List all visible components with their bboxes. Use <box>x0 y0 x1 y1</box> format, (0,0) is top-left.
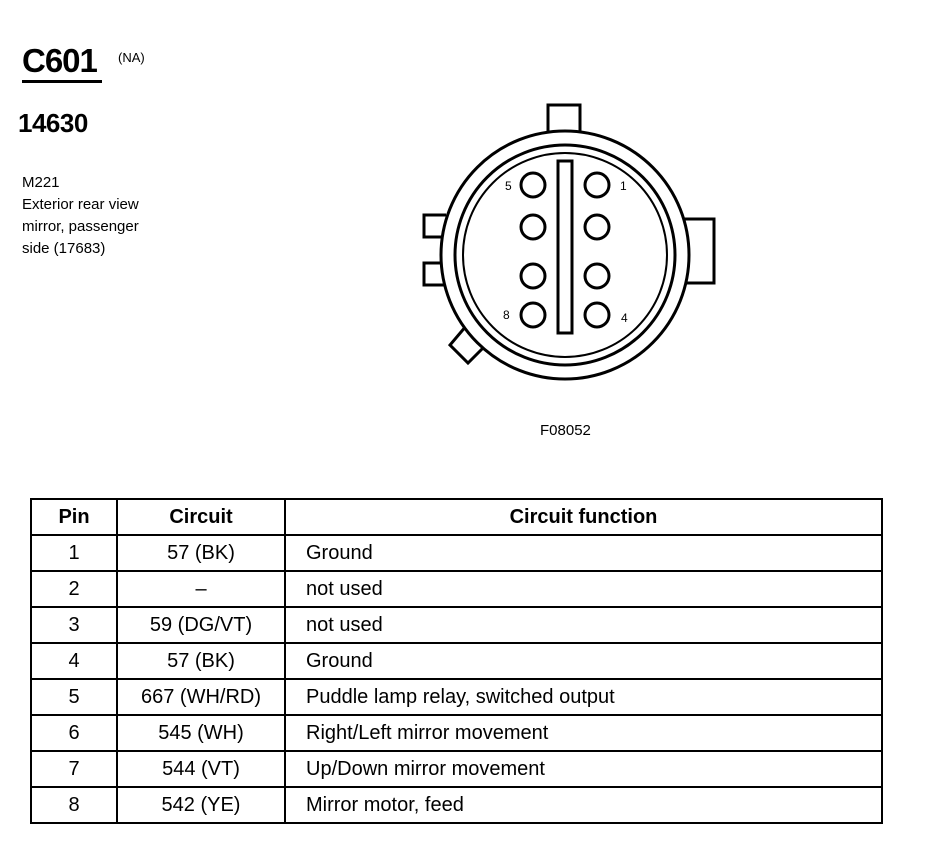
cell-circuit: 545 (WH) <box>117 715 285 751</box>
cell-function: Puddle lamp relay, switched output <box>285 679 882 715</box>
description-line: mirror, passenger <box>22 218 139 235</box>
table-row <box>31 787 882 823</box>
pin-label: 1 <box>620 179 627 193</box>
table-row <box>31 679 882 715</box>
cell-pin: 2 <box>31 571 117 607</box>
table-row <box>31 571 882 607</box>
description-line: M221 <box>22 174 60 191</box>
cell-function: Mirror motor, feed <box>285 787 882 823</box>
table-row <box>31 643 882 679</box>
header-circuit: Circuit <box>117 499 285 535</box>
cell-pin: 3 <box>31 607 117 643</box>
pin-label: 8 <box>503 308 510 322</box>
cell-circuit: 59 (DG/VT) <box>117 607 285 643</box>
cell-function: Ground <box>285 535 882 571</box>
pin-label: 5 <box>505 179 512 193</box>
table-row <box>31 751 882 787</box>
connector-id-underline <box>22 80 102 83</box>
center-divider <box>558 161 572 333</box>
pin-7-cavity <box>521 264 545 288</box>
cell-circuit: 57 (BK) <box>117 643 285 679</box>
cell-pin: 8 <box>31 787 117 823</box>
table-row <box>31 535 882 571</box>
pin-5-cavity <box>521 173 545 197</box>
cell-circuit: 57 (BK) <box>117 535 285 571</box>
cell-pin: 5 <box>31 679 117 715</box>
cell-circuit: 544 (VT) <box>117 751 285 787</box>
region-code: (NA) <box>118 50 145 65</box>
cell-function: Right/Left mirror movement <box>285 715 882 751</box>
pin-6-cavity <box>521 215 545 239</box>
pin-8-cavity <box>521 303 545 327</box>
cell-function: not used <box>285 607 882 643</box>
description-line: Exterior rear view <box>22 196 139 213</box>
cell-pin: 4 <box>31 643 117 679</box>
header-pin: Pin <box>31 499 117 535</box>
connector-id: C601 <box>22 42 97 79</box>
pin-4-cavity <box>585 303 609 327</box>
cell-circuit: – <box>117 571 285 607</box>
cell-pin: 7 <box>31 751 117 787</box>
cell-pin: 1 <box>31 535 117 571</box>
cell-function: not used <box>285 571 882 607</box>
connector-face-diagram <box>410 95 730 395</box>
pin-1-cavity <box>585 173 609 197</box>
cell-circuit: 667 (WH/RD) <box>117 679 285 715</box>
cell-function: Up/Down mirror movement <box>285 751 882 787</box>
pin-label: 4 <box>621 311 628 325</box>
header-function: Circuit function <box>285 499 882 535</box>
pin-table <box>30 498 883 824</box>
table-row <box>31 607 882 643</box>
pin-3-cavity <box>585 264 609 288</box>
table-header-row <box>31 499 882 535</box>
cell-pin: 6 <box>31 715 117 751</box>
cell-function: Ground <box>285 643 882 679</box>
pin-2-cavity <box>585 215 609 239</box>
table-row <box>31 715 882 751</box>
description-line: side (17683) <box>22 240 106 257</box>
part-number: 14630 <box>18 108 88 138</box>
figure-id: F08052 <box>540 422 591 439</box>
cell-circuit: 542 (YE) <box>117 787 285 823</box>
